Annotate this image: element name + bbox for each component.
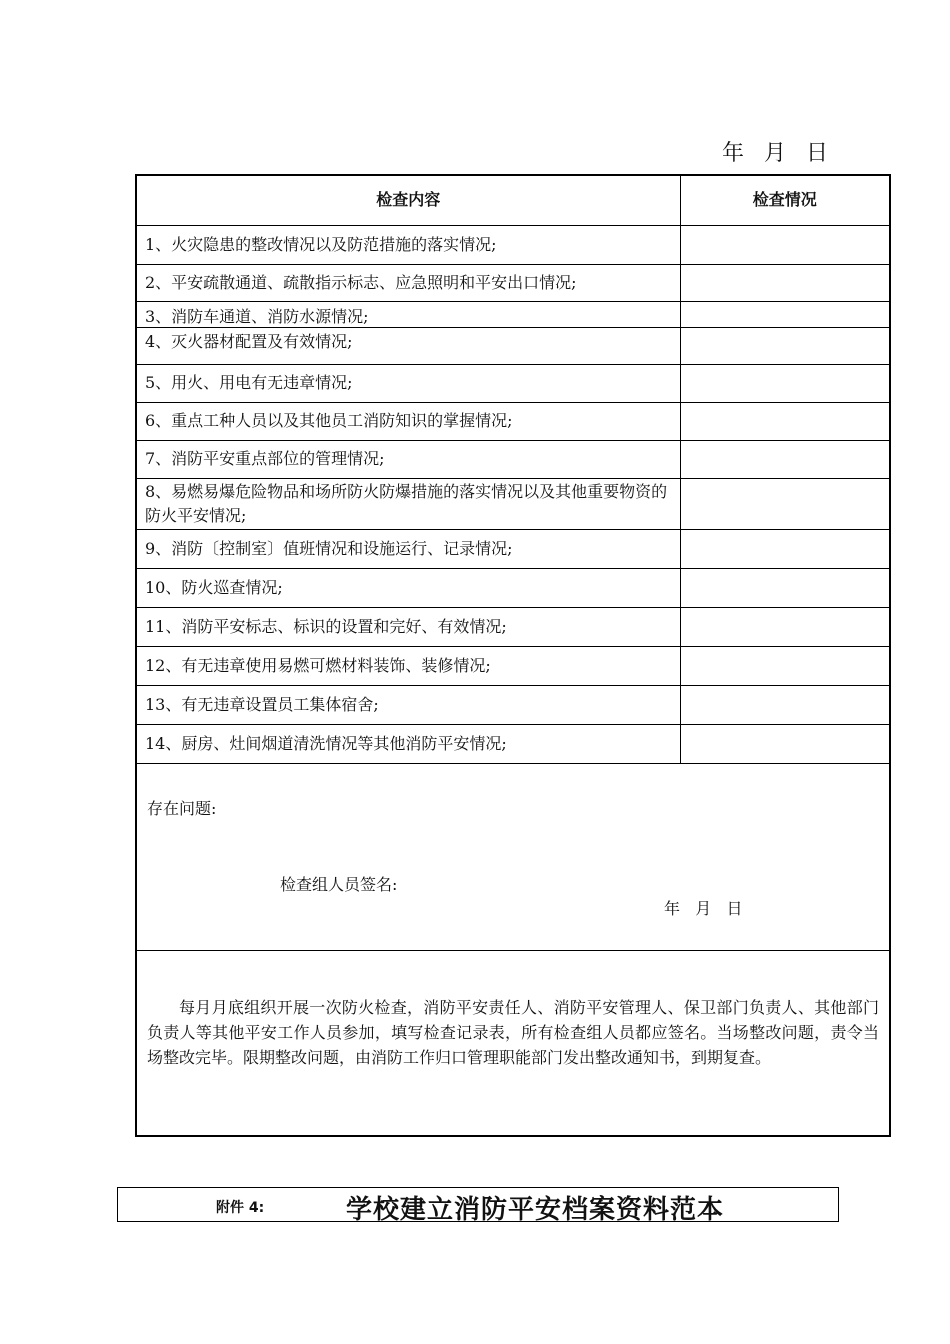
inspection-item: 14、厨房、灶间烟道清洗情况等其他消防平安情况;	[136, 724, 680, 763]
signer-label: 检查组人员签名:	[280, 874, 398, 894]
inspection-form-table	[135, 174, 891, 1137]
problems-row	[136, 763, 890, 950]
inspection-item: 13、有无违章设置员工集体宿舍;	[136, 685, 680, 724]
status-cell[interactable]	[680, 724, 890, 763]
table-row	[136, 568, 890, 607]
problems-cell[interactable]	[136, 763, 890, 950]
annex-box	[117, 1187, 839, 1225]
annex-label: 附件 4:	[216, 1200, 265, 1216]
inspection-item: 7、消防平安重点部位的管理情况;	[136, 440, 680, 478]
form-date: 年 月 日	[722, 141, 830, 166]
inspection-item: 2、平安疏散通道、疏散指示标志、应急照明和平安出口情况;	[136, 264, 680, 301]
status-cell[interactable]	[680, 685, 890, 724]
inspection-item: 5、用火、用电有无违章情况;	[136, 364, 680, 402]
header-inspection-content: 检查内容	[136, 175, 680, 225]
table-row	[136, 440, 890, 478]
status-cell[interactable]	[680, 225, 890, 264]
status-cell[interactable]	[680, 529, 890, 568]
table-header-row	[136, 175, 890, 225]
status-cell[interactable]	[680, 301, 890, 327]
status-cell[interactable]	[680, 264, 890, 301]
note-cell	[136, 950, 890, 1136]
table-row	[136, 264, 890, 301]
inspection-item: 1、火灾隐患的整改情况以及防范措施的落实情况;	[136, 225, 680, 264]
annex-title: 学校建立消防平安档案资料范本	[346, 1195, 725, 1225]
table-row	[136, 478, 890, 529]
status-cell[interactable]	[680, 327, 890, 364]
table-row	[136, 529, 890, 568]
status-cell[interactable]	[680, 568, 890, 607]
inspection-item: 12、有无违章使用易燃可燃材料装饰、装修情况;	[136, 646, 680, 685]
problems-label: 存在问题:	[147, 798, 217, 818]
inspection-item: 8、易燃易爆危险物品和场所防火防爆措施的落实情况以及其他重要物资的防火平安情况;	[136, 478, 680, 529]
note-row	[136, 950, 890, 1136]
table-row	[136, 364, 890, 402]
table-row	[136, 402, 890, 440]
table-row	[136, 327, 890, 364]
table-row	[136, 646, 890, 685]
status-cell[interactable]	[680, 364, 890, 402]
signer-date: 年 月 日	[664, 898, 743, 918]
inspection-item: 11、消防平安标志、标识的设置和完好、有效情况;	[136, 607, 680, 646]
header-inspection-status: 检查情况	[680, 175, 890, 225]
inspection-item: 10、防火巡查情况;	[136, 568, 680, 607]
table-row	[136, 225, 890, 264]
inspection-item: 3、消防车通道、消防水源情况;	[136, 301, 680, 327]
status-cell[interactable]	[680, 440, 890, 478]
table-row	[136, 607, 890, 646]
table-row	[136, 685, 890, 724]
table-row	[136, 301, 890, 327]
status-cell[interactable]	[680, 607, 890, 646]
status-cell[interactable]	[680, 402, 890, 440]
status-cell[interactable]	[680, 478, 890, 529]
inspection-item: 9、消防〔控制室〕值班情况和设施运行、记录情况;	[136, 529, 680, 568]
inspection-item: 4、灭火器材配置及有效情况;	[136, 327, 680, 364]
table-row	[136, 724, 890, 763]
inspection-note: 每月月底组织开展一次防火检查，消防平安责任人、消防平安管理人、保卫部门负责人、其他部门负责人等其他平安工作人员参加，填写检查记录表，所有检查组人员都应签名。当场整改问题，责令当场整改完毕。限期整改问题，由消防工作归口管理职能部门发出整改通知书，到期复查。	[147, 997, 879, 1067]
status-cell[interactable]	[680, 646, 890, 685]
inspection-item: 6、重点工种人员以及其他员工消防知识的掌握情况;	[136, 402, 680, 440]
